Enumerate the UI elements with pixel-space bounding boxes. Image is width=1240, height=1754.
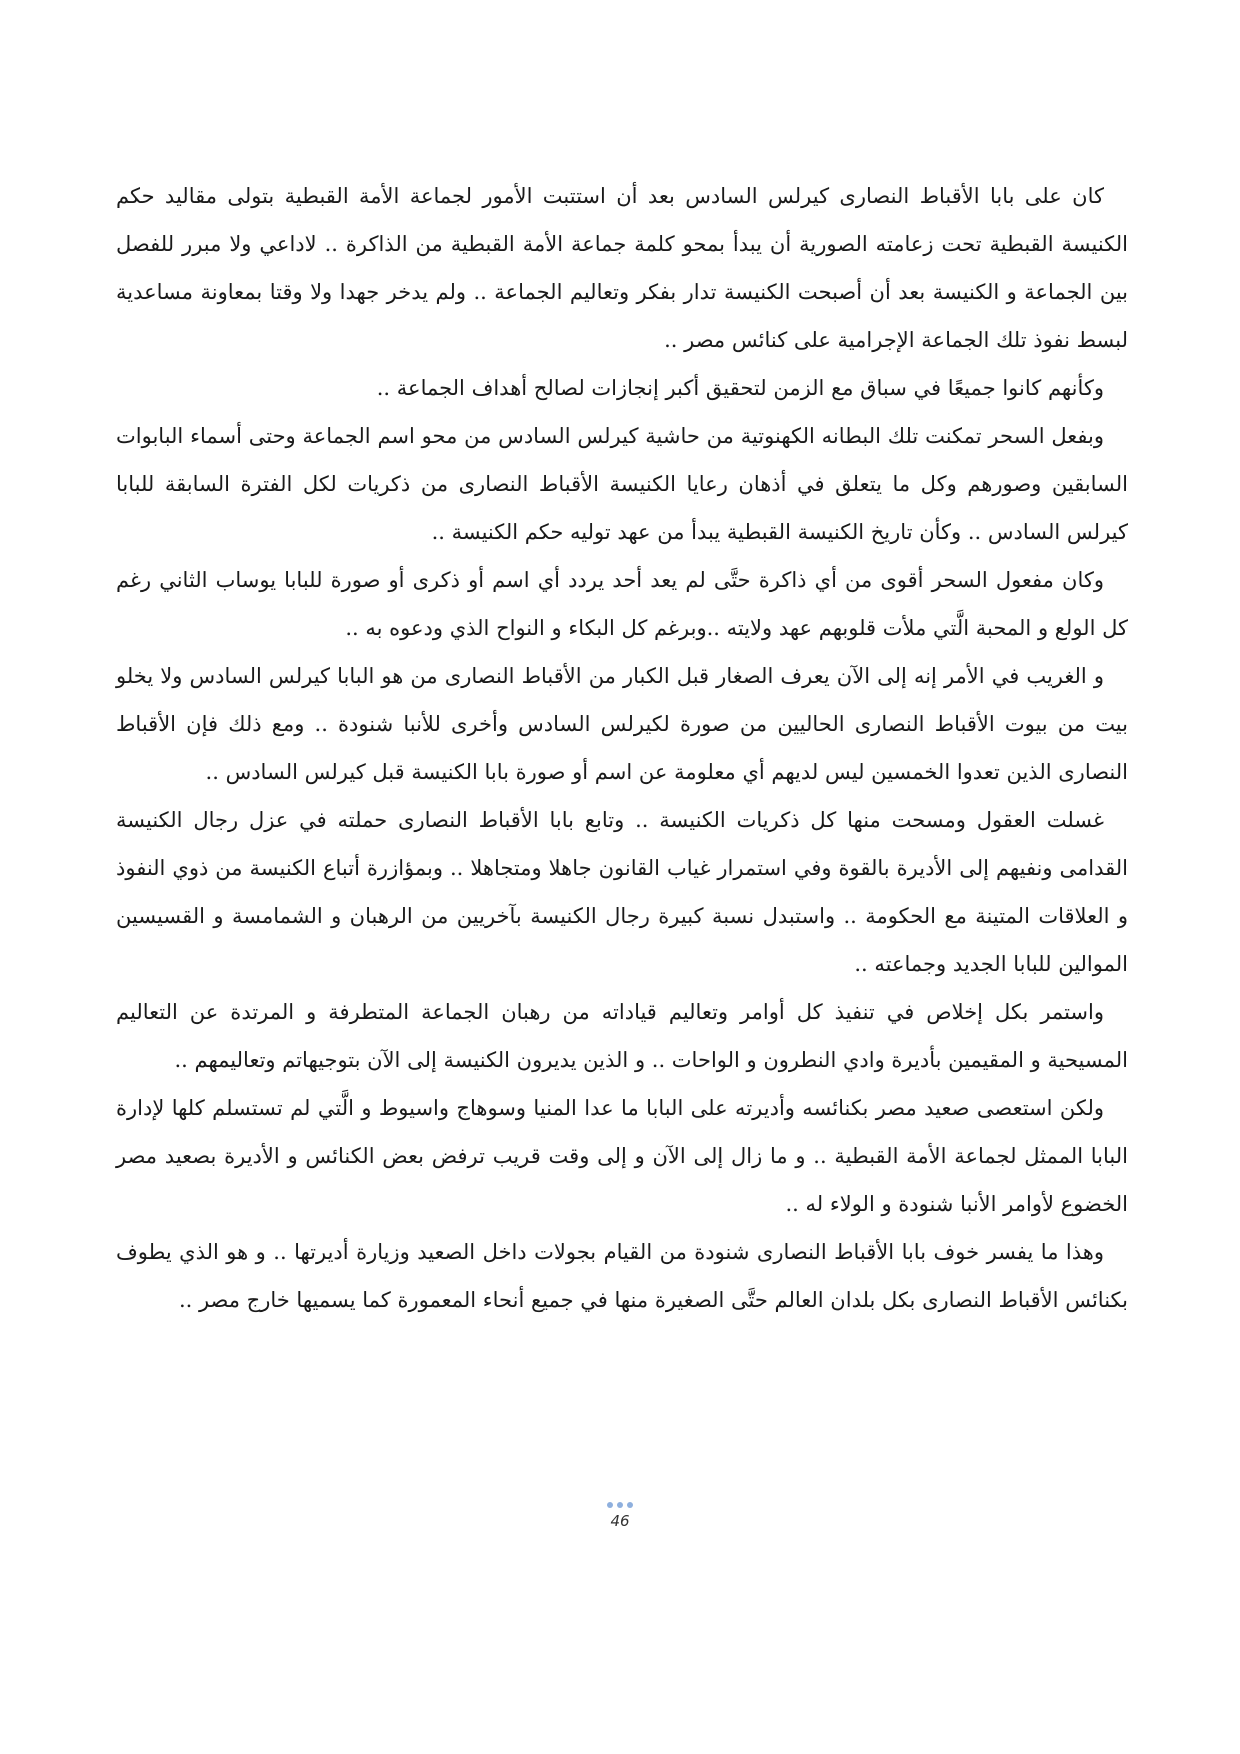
ellipsis-dots-icon	[580, 1502, 660, 1510]
paragraph: وبفعل السحر تمكنت تلك البطانه الكهنوتية من حاشية كيرلس السادس من محو اسم الجماعة وحتى أسماء البابوات السابقين وصورهم وكل ما يتعلق في أذهان رعايا الكنيسة الأقباط النصارى من ذكريات لكل الفترة السابقة للبابا كيرلس السادس .. وكأن تاريخ الكنيسة القبطية يبدأ من عهد توليه حكم الكنيسة ..	[116, 424, 1128, 544]
page-number: 46	[610, 1512, 630, 1530]
paragraph: غسلت العقول ومسحت منها كل ذكريات الكنيسة .. وتابع بابا الأقباط النصارى حملته في عزل رجال الكنيسة القدامى ونفيهم إلى الأديرة بالقوة وفي استمرار غياب القانون جاهلا ومتجاهلا .. وبمؤازرة أتباع الكنيسة من ذوي النفوذ و العلاقات المتينة مع الحكومة .. واستبدل نسبة كبيرة رجال الكنيسة بآخريين من الرهبان و الشمامسة و القسيسين الموالين للبابا الجديد وجماعته ..	[116, 808, 1128, 976]
paragraph: كان على بابا الأقباط النصارى كيرلس السادس بعد أن استتبت الأمور لجماعة الأمة القبطية بتولى مقاليد حكم الكنيسة القبطية تحت زعامته الصورية أن يبدأ بمحو كلمة جماعة الأمة القبطية من الذاكرة .. لاداعي ولا مبرر للفصل بين الجماعة و الكنيسة بعد أن أصبحت الكنيسة تدار بفكر وتعاليم الجماعة .. ولم يدخر جهدا ولا وقتا بمعاونة مساعدية لبسط نفوذ تلك الجماعة الإجرامية على كنائس مصر ..	[116, 184, 1128, 352]
dot	[607, 1502, 613, 1508]
paragraph: وكأنهم كانوا جميعًا في سباق مع الزمن لتحقيق أكبر إنجازات لصالح أهداف الجماعة ..	[376, 376, 1104, 400]
page-footer	[580, 1502, 660, 1530]
paragraph: وهذا ما يفسر خوف بابا الأقباط النصارى شنودة من القيام بجولات داخل الصعيد وزيارة أديرتها .. و هو الذي يطوف بكنائس الأقباط النصارى بكل بلدان العالم حتَّى الصغيرة منها في جميع أنحاء المعمورة كما يسميها خارج مصر ..	[116, 1240, 1128, 1312]
paragraph: ولكن استعصى صعيد مصر بكنائسه وأديرته على البابا ما عدا المنيا وسوهاج واسيوط و الَّتي لم تستسلم كلها لإدارة البابا الممثل لجماعة الأمة القبطية .. و ما زال إلى الآن و إلى وقت قريب ترفض بعض الكنائس و الأديرة بصعيد مصر الخضوع لأوامر الأنبا شنودة و الولاء له ..	[116, 1096, 1128, 1216]
body-text	[116, 172, 1128, 1324]
dot	[617, 1502, 623, 1508]
dot	[627, 1502, 633, 1508]
paragraph: وكان مفعول السحر أقوى من أي ذاكرة حتَّى لم يعد أحد يردد أي اسم أو ذكرى أو صورة للبابا يوساب الثاني رغم كل الولع و المحبة الَّتي ملأت قلوبهم عهد ولايته ..وبرغم كل البكاء و النواح الذي ودعوه به ..	[116, 568, 1128, 640]
paragraph: و الغريب في الأمر إنه إلى الآن يعرف الصغار قبل الكبار من الأقباط النصارى من هو البابا كيرلس السادس ولا يخلو بيت من بيوت الأقباط النصارى الحاليين من صورة لكيرلس السادس وأخرى للأنبا شنودة .. ومع ذلك فإن الأقباط النصارى الذين تعدوا الخمسين ليس لديهم أي معلومة عن اسم أو صورة بابا الكنيسة قبل كيرلس السادس ..	[116, 664, 1128, 784]
paragraph: واستمر بكل إخلاص في تنفيذ كل أوامر وتعاليم قياداته من رهبان الجماعة المتطرفة و المرتدة عن التعاليم المسيحية و المقيمين بأديرة وادي النطرون و الواحات .. و الذين يديرون الكنيسة إلى الآن بتوجيهاتم وتعاليمهم ..	[116, 1000, 1128, 1072]
